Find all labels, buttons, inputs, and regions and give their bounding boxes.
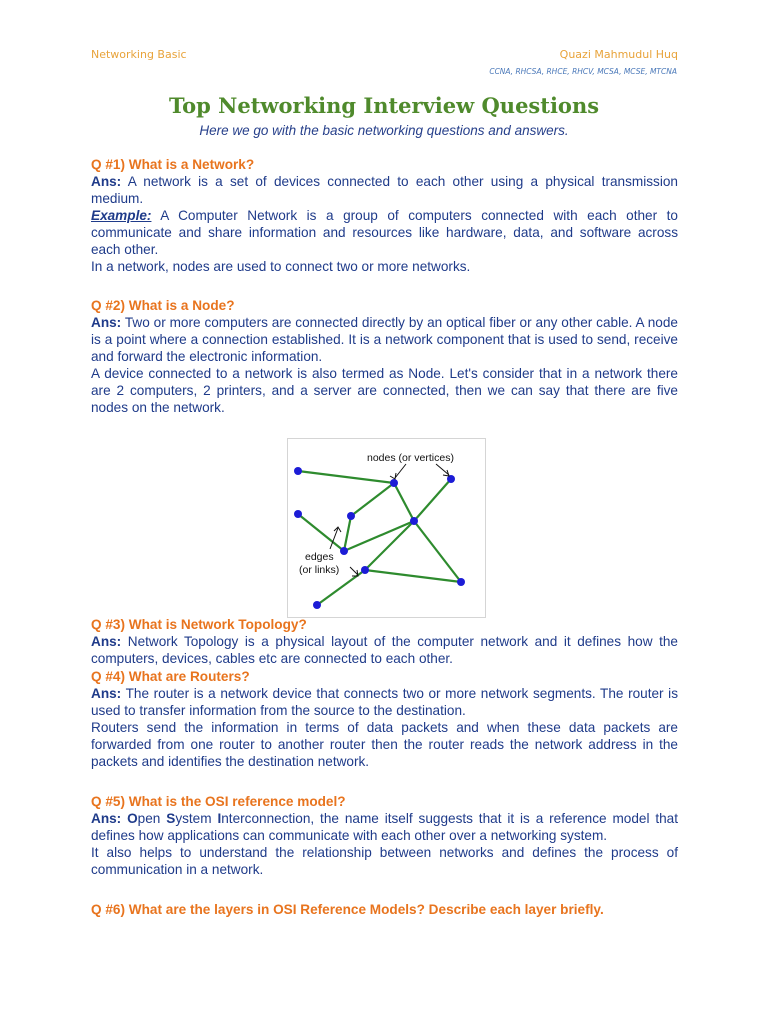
header-certifications: CCNA, RHCSA, RHCE, RHCV, MCSA, MCSE, MTCNA [489, 67, 677, 76]
q5-s-letter: S [166, 811, 176, 826]
q3-question: Q #3) What is Network Topology? [91, 617, 307, 632]
q4-section [91, 668, 678, 770]
nodes-label: nodes (or vertices) [367, 452, 454, 464]
q1-extra: In a network, nodes are used to connect two or more networks. [91, 259, 471, 274]
page-subtitle: Here we go with the basic networking questions and answers. [199, 123, 569, 138]
q5-question: Q #5) What is the OSI reference model? [91, 794, 346, 809]
q4-question: Q #4) What are Routers? [91, 669, 250, 684]
network-graph-figure [287, 438, 486, 618]
q2-question: Q #2) What is a Node? [91, 298, 235, 313]
graph-node [347, 512, 355, 520]
graph-edge [414, 521, 461, 582]
annotation-arrows [330, 464, 449, 576]
graph-edge [365, 521, 414, 570]
graph-edge [298, 471, 394, 483]
q4-extra: Routers send the information in terms of data packets and when these data packets are forwarded from one router to another router then the router reads the network address in the packets and identifies the destination network. [91, 720, 678, 769]
graph-node [313, 601, 321, 609]
graph-nodes [294, 467, 465, 609]
graph-edge [344, 521, 414, 551]
arrowhead [390, 473, 396, 479]
q2-ans-text: Two or more computers are connected directly by an optical fiber or any other cable. A node is a point where a connection established. It is a network component that is used to send, receive and forward the electronic information. [91, 315, 678, 364]
q2-section [91, 297, 678, 416]
graph-node [457, 578, 465, 586]
graph-edge [414, 479, 451, 521]
graph-edge [365, 570, 461, 582]
graph-node [410, 517, 418, 525]
graph-edge [298, 514, 344, 551]
graph-node [294, 510, 302, 518]
q5-s-rest: ystem [175, 811, 218, 826]
q1-question: Q #1) What is a Network? [91, 157, 255, 172]
graph-node [390, 479, 398, 487]
q5-answer [91, 810, 678, 844]
header-left: Networking Basic [91, 48, 187, 61]
arrow-to-node [436, 464, 449, 475]
q1-example-text: A Computer Network is a group of computers connected with each other to communicate and share information and resources like hardware, data, and software across each other. [91, 208, 678, 257]
header-author: Quazi Mahmudul Huq [559, 48, 678, 61]
q5-o-rest: pen [137, 811, 167, 826]
graph-node [361, 566, 369, 574]
graph-edge [344, 516, 351, 551]
q1-ans-text: A network is a set of devices connected to each other using a physical transmission medium. [91, 174, 678, 206]
q1-section [91, 156, 678, 275]
q6-section [91, 901, 678, 918]
q3-section [91, 616, 678, 667]
network-graph-svg [288, 439, 485, 617]
q3-ans-text: Network Topology is a physical layout of the computer network and it defines how the computers, devices, cables etc are connected to each other. [91, 634, 678, 666]
page-title: Top Networking Interview Questions [168, 93, 600, 118]
q2-answer [91, 314, 678, 365]
q4-ans-label: Ans: [91, 686, 122, 701]
q1-ans-label: Ans: [91, 174, 122, 189]
graph-node [340, 547, 348, 555]
q6-question: Q #6) What are the layers in OSI Reference Models? Describe each layer briefly. [91, 902, 604, 917]
graph-edge [351, 483, 394, 516]
q5-i-rest: nterconnection, the name itself suggests that it is a reference model that defines how applications can communicate with each other over a networking system. [91, 811, 679, 843]
graph-edge [394, 483, 414, 521]
q3-ans-label: Ans: [91, 634, 122, 649]
graph-edges [298, 471, 461, 605]
q1-answer [91, 173, 678, 207]
q4-answer [91, 685, 678, 719]
q5-section [91, 793, 678, 878]
edges-label: edges [305, 551, 334, 563]
q1-example-label: Example: [91, 208, 152, 223]
arrow-to-node [395, 464, 406, 478]
q5-i-letter: I [217, 811, 222, 826]
q2-extra: A device connected to a network is also termed as Node. Let's consider that in a network there are 2 computers, 2 printers, and a server are connected, then we can say that there are five nodes on the network. [91, 366, 678, 415]
q3-answer [91, 633, 678, 667]
edges-label-sub: (or links) [299, 564, 340, 576]
graph-node [294, 467, 302, 475]
q5-extra: It also helps to understand the relationship between networks and defines the process of communication in a network. [91, 845, 678, 877]
q5-ans-label: Ans: [91, 811, 122, 826]
q2-ans-label: Ans: [91, 315, 122, 330]
q5-o-letter: O [127, 811, 138, 826]
q1-example [91, 207, 678, 258]
q4-ans-text: The router is a network device that connects two or more network segments. The router is used to transfer information from the source to the destination. [91, 686, 678, 718]
